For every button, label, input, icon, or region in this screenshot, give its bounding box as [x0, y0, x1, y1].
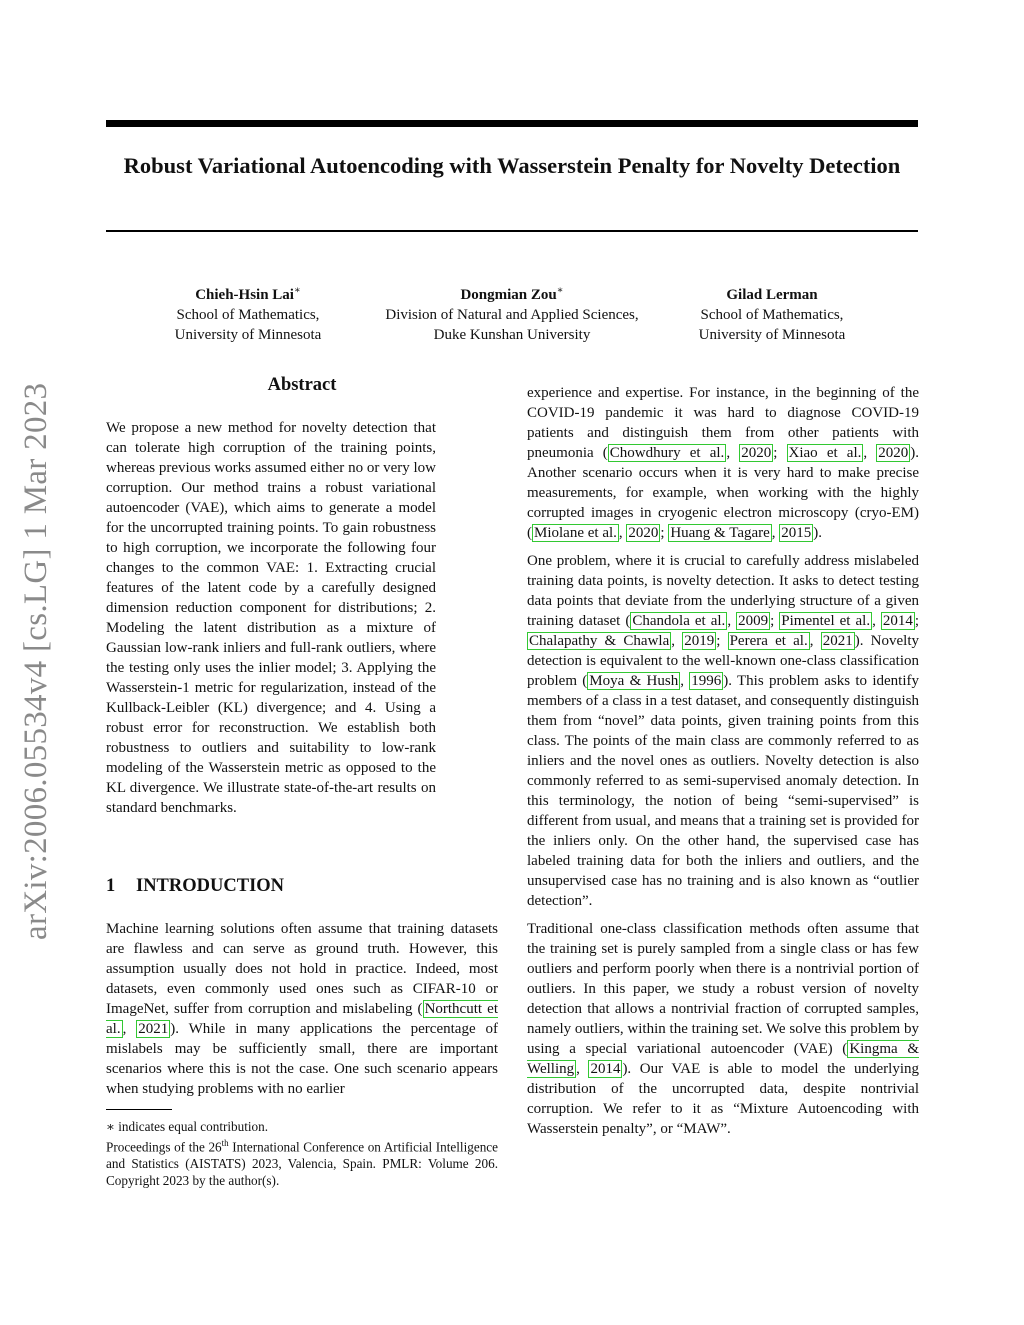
citation-link[interactable]: Chalapathy & Chawla — [529, 633, 670, 649]
paragraph-text: Machine learning solutions often assume that training datasets are flawless and can serve as ground truth. However, this assumption usually does not hold in practice. Indeed, most datasets, even commonly used ones such as CIFAR-10 or ImageNet, suffer from corruption and mislabeling ( — [106, 921, 498, 1017]
citation-link[interactable]: Miolane et al. — [534, 525, 617, 541]
citation-separator: ; — [660, 525, 669, 541]
citation-link[interactable]: 2009 — [738, 613, 769, 629]
citation-separator: ; — [773, 445, 787, 461]
citation-link[interactable]: 2020 — [878, 445, 909, 461]
citation-link[interactable]: 2014 — [882, 613, 913, 629]
author-affiliation: School of Mathematics, — [700, 307, 844, 323]
citation-separator: ; — [914, 613, 920, 629]
citation-link[interactable]: 2020 — [741, 445, 772, 461]
intro-paragraph-method — [527, 919, 919, 1139]
paragraph-text: ). — [813, 525, 823, 541]
title-top-rule — [106, 120, 918, 127]
equal-contribution-mark: ∗ — [293, 285, 301, 296]
paragraph-text: Traditional one-class classification methods often assume that the training set is purely sampled from a single class or has few outliers and perform poorly when there is a nontrivial portion of outliers. In this paper, we study a robust version of novelty detection that allows a nontrivial fraction of corrupted samples, namely outliers, within the training set. We solve this problem by using a special variational autoencoder (VAE) ( — [527, 921, 919, 1057]
citation-separator: , — [771, 525, 780, 541]
citation-link[interactable]: 2021 — [822, 633, 853, 649]
author-name: Gilad Lerman — [726, 287, 818, 303]
abstract-heading: Abstract — [267, 375, 337, 395]
citation-separator: , — [863, 445, 877, 461]
intro-paragraph — [106, 919, 498, 1099]
author-block — [0, 285, 1024, 355]
citation-separator: , — [872, 613, 881, 629]
paragraph-text: ). This problem asks to identify members of a class in a test dataset, and consequently distinguish them from “novel” data points, given training points from this class. The points of the main class are commonly referred to as inliers and the novel ones as outliers. Novelty detection is also commonly referred to as semi-supervised anomaly detection. In this terminology, the notion of being “semi-supervised” is different from usual, and means that a training set is provided for the inliers only. On the other hand, the supervised case has labeled training data for both the inliers and outliers, and the unsupervised case has no training and is also known as “outlier detection”. — [527, 673, 919, 909]
left-column — [106, 375, 498, 1189]
equal-contribution-mark: ∗ — [556, 285, 564, 296]
citation-link[interactable]: Huang & Tagare — [670, 525, 770, 541]
section-number: 1 — [106, 876, 116, 896]
footnote-text: International Conference on Artificial Intelligence and Statistics (AISTATS) 2023, Valencia, Spain. PMLR: Volume 206. Copyright 2023 by the author(s). — [106, 1139, 498, 1189]
intro-paragraph-novelty — [527, 551, 919, 911]
author-2 — [362, 285, 662, 345]
citation-separator: , — [122, 1021, 137, 1037]
citation-link[interactable]: Xiao et al. — [788, 445, 862, 461]
author-name: Chieh-Hsin Lai — [195, 287, 294, 303]
citation-separator: , — [726, 445, 740, 461]
footnote-superscript: th — [221, 1138, 229, 1148]
title-bottom-rule — [106, 230, 918, 232]
author-name: Dongmian Zou — [460, 287, 557, 303]
paragraph-text: ). While in many applications the percentage of mislabels may be sufficiently small, there are important scenarios where this is not the case. One such scenario appears when studying problems with no earlier — [106, 1021, 499, 1097]
paper-title: Robust Variational Autoencoding with Wasserstein Penalty for Novelty Detection — [123, 153, 901, 178]
section-title: INTRODUCTION — [136, 876, 285, 896]
intro-paragraph-covid — [527, 383, 919, 543]
author-affiliation: Duke Kunshan University — [433, 327, 591, 343]
author-affiliation: University of Minnesota — [698, 327, 846, 343]
citation-link[interactable]: Chandola et al. — [632, 613, 726, 629]
footnote-rule — [106, 1109, 172, 1110]
author-1 — [163, 285, 333, 345]
citation-link[interactable]: 2019 — [684, 633, 715, 649]
paragraph-text: ). Our VAE is able to model the underlying distribution of the uncorrupted data, despite nontrivial corruption. We refer to it as “Mixture Autoencoding with Wasserstein penalty”, or “MAW”. — [527, 1061, 919, 1137]
citation-separator: , — [680, 673, 690, 689]
citation-separator: , — [727, 613, 737, 629]
citation-separator: , — [809, 633, 821, 649]
citation-link[interactable]: 2021 — [138, 1021, 169, 1037]
paragraph-text: One problem, where it is crucial to carefully address mislabeled training data points, is novelty detection. It asks to detect testing data points that deviate from the underlying structure of a given training dataset ( — [527, 553, 919, 629]
citation-link[interactable]: Moya & Hush — [589, 673, 679, 689]
citation-separator: , — [576, 1061, 589, 1077]
citation-link[interactable]: Chowdhury et al. — [609, 445, 725, 461]
author-3 — [686, 285, 858, 345]
citation-link[interactable]: 1996 — [691, 673, 722, 689]
citation-separator: ; — [770, 613, 780, 629]
author-affiliation: School of Mathematics, — [176, 307, 320, 323]
citation-separator: , — [671, 633, 683, 649]
author-affiliation: University of Minnesota — [174, 327, 322, 343]
citation-link[interactable]: Kingma & Welling — [527, 1041, 920, 1077]
arxiv-stamp[interactable]: arXiv:2006.05534v4 [cs.LG] 1 Mar 2023 — [18, 382, 54, 940]
citation-separator: , — [618, 525, 627, 541]
citation-link[interactable]: 2015 — [781, 525, 812, 541]
citation-link[interactable]: Northcutt et al. — [106, 1001, 498, 1037]
footnote-equal-contribution: ∗ indicates equal contribution. — [106, 1119, 269, 1134]
abstract-text: We propose a new method for novelty detection that can tolerate high corruption of the training points, whereas previous works assumed either no or very low corruption. Our method trains a robust variational autoencoder (VAE), which aims to generate a model for the uncorrupted training points. To gain robustness to high corruption, we incorporate the following four changes to the common VAE: 1. Extracting crucial features of the latent code by a carefully designed dimension reduction component for distributions; 2. Modeling the latent distribution as a mixture of Gaussian low-rank inliers and full-rank outliers, where the testing only uses the inlier model; 3. Applying the Wasserstein-1 metric for regularization, instead of the Kullback-Leibler (KL) divergence; and 4. Using a robust error for reconstruction. We establish both robustness to outliers and suitability to low-rank modeling of the Wasserstein metric as opposed to the KL divergence. We illustrate state-of-the-art results on standard benchmarks. — [106, 420, 436, 816]
paragraph-text: ). Novelty detection is equivalent to the well-known one-class classification problem ( — [527, 633, 919, 689]
citation-separator: ; — [716, 633, 728, 649]
citation-link[interactable]: Perera et al. — [729, 633, 808, 649]
author-affiliation: Division of Natural and Applied Sciences, — [385, 307, 639, 323]
paragraph-text: experience and expertise. For instance, in the beginning of the COVID-19 pandemic it was hard to diagnose COVID-19 patients and distinguish them from other patients with pneumonia ( — [527, 385, 919, 461]
right-column — [527, 383, 919, 1139]
footnote-text: Proceedings of the 26 — [106, 1139, 222, 1155]
section-heading — [106, 876, 498, 897]
paragraph-text: ). Another scenario occurs when it is very hard to make precise measurements, for example, when working with the highly corrupted images in cryogenic electron microscopy (cryo-EM) ( — [527, 445, 919, 541]
citation-link[interactable]: 2020 — [628, 525, 659, 541]
citation-link[interactable]: 2014 — [590, 1061, 621, 1077]
footnote-proceedings — [106, 1135, 498, 1189]
citation-link[interactable]: Pimentel et al. — [781, 613, 871, 629]
